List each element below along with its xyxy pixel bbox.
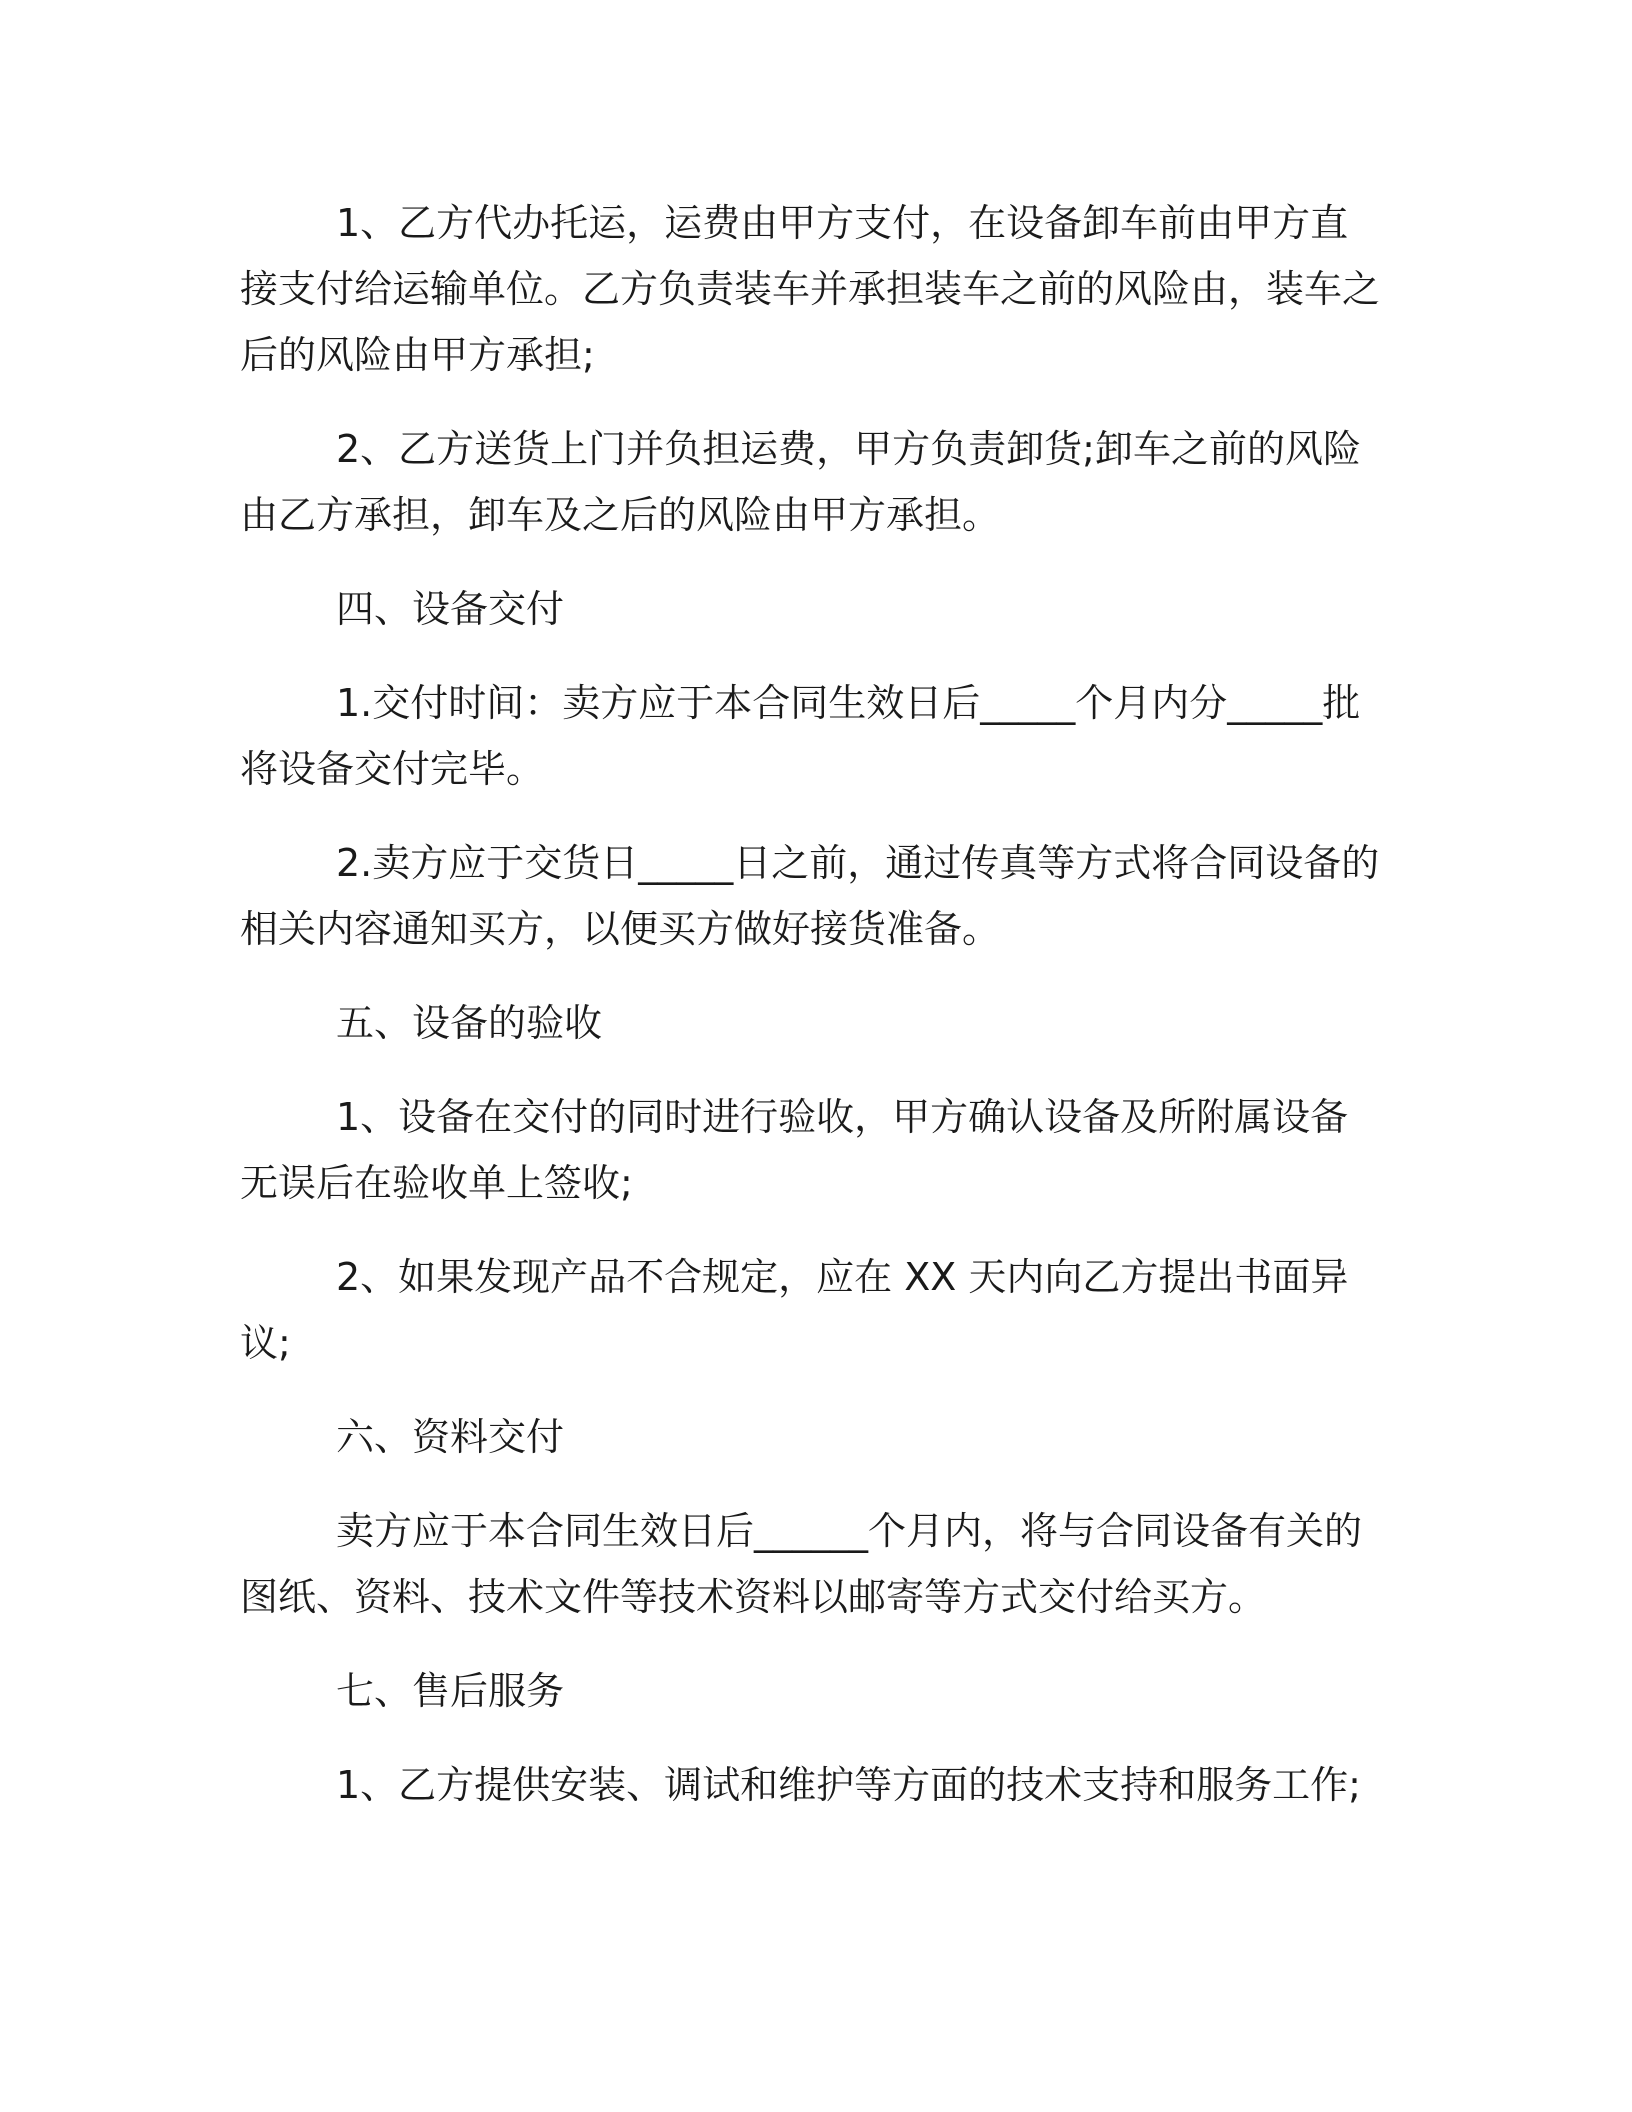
section-heading: 四、设备交付	[336, 587, 565, 631]
clause-paragraph: 1、设备在交付的同时进行验收，甲方确认设备及所附属设备无误后在验收单上签收;	[240, 1095, 1349, 1205]
clause-paragraph: 1、乙方提供安装、调试和维护等方面的技术支持和服务工作;	[336, 1763, 1361, 1807]
clause-paragraph: 2、乙方送货上门并负担运费，甲方负责卸货;卸车之前的风险由乙方承担，卸车及之后的风险由甲方承担。	[240, 427, 1361, 537]
clause-paragraph: 1、乙方代办托运，运费由甲方支付，在设备卸车前由甲方直接支付给运输单位。乙方负责装车并承担装车之前的风险由，装车之后的风险由甲方承担;	[240, 201, 1381, 377]
clause-paragraph: 2.卖方应于交货日_____日之前，通过传真等方式将合同设备的相关内容通知买方，以便买方做好接货准备。	[240, 841, 1380, 951]
section-heading: 六、资料交付	[336, 1415, 565, 1459]
section-heading: 五、设备的验收	[336, 1001, 603, 1045]
document-body	[240, 190, 1380, 1846]
clause-paragraph: 卖方应于本合同生效日后______个月内，将与合同设备有关的图纸、资料、技术文件等技术资料以邮寄等方式交付给买方。	[240, 1509, 1363, 1619]
clause-paragraph: 2、如果发现产品不合规定，应在 XX 天内向乙方提出书面异议;	[240, 1255, 1349, 1365]
section-heading: 七、售后服务	[336, 1669, 565, 1713]
clause-paragraph: 1.交付时间：卖方应于本合同生效日后_____个月内分_____批将设备交付完毕。	[240, 681, 1361, 791]
